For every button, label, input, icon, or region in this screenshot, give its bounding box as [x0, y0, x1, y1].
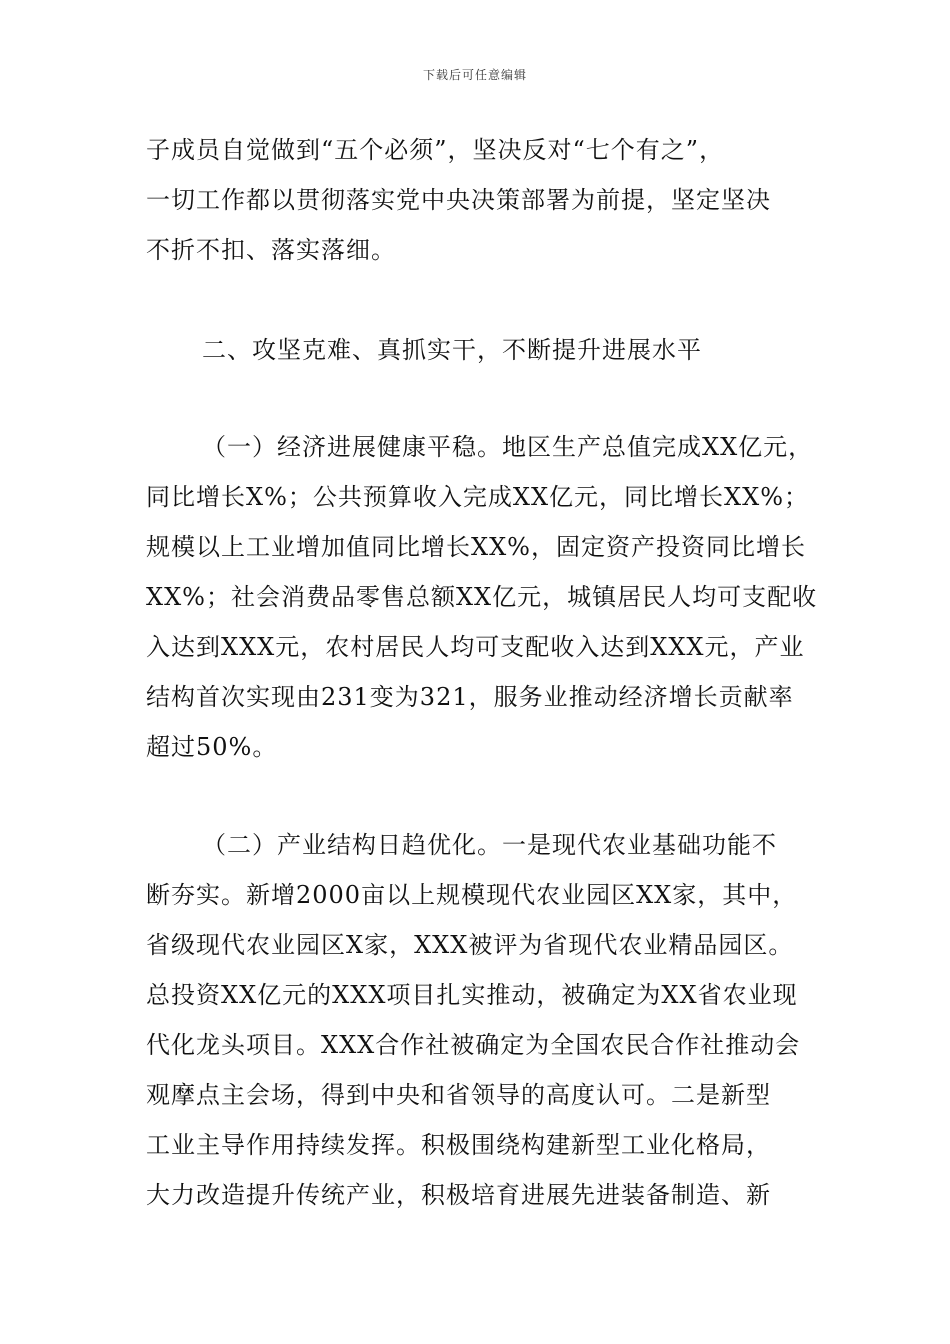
paragraph-line: 断夯实。新增2000亩以上规模现代农业园区XX家，其中， [146, 881, 798, 909]
paragraph-line: 同比增长X%；公共预算收入完成XX亿元，同比增长XX%； [146, 483, 810, 511]
paragraph-line: （二）产业结构日趋优化。一是现代农业基础功能不 [202, 831, 777, 859]
section-heading [146, 325, 818, 375]
paragraph-line: 不折不扣、落实落细。 [146, 236, 396, 264]
paragraph-line: 超过50%。 [146, 733, 278, 761]
paragraph-line: 入达到XXX元，农村居民人均可支配收入达到XXX元，产业 [146, 633, 805, 661]
paragraph-2 [146, 422, 818, 772]
paragraph-line: 规模以上工业增加值同比增长XX%，固定资产投资同比增长 [146, 533, 806, 561]
paragraph-line: 一切工作都以贯彻落实党中央决策部署为前提，坚定坚决 [146, 186, 771, 214]
paragraph-3 [146, 820, 818, 1220]
paragraph-line: XX%；社会消费品零售总额XX亿元，城镇居民人均可支配收 [146, 583, 818, 611]
paragraph-line: 子成员自觉做到“五个必须”，坚决反对“七个有之”， [146, 136, 725, 164]
paragraph-line: 工业主导作用持续发挥。积极围绕构建新型工业化格局， [146, 1131, 771, 1159]
paragraph-1 [146, 125, 818, 275]
paragraph-line: 总投资XX亿元的XXX项目扎实推动，被确定为XX省农业现 [146, 981, 798, 1009]
section-heading-text: 二、攻坚克难、真抓实干，不断提升进展水平 [202, 336, 702, 364]
paragraph-line: 结构首次实现由231变为321，服务业推动经济增长贡献率 [146, 683, 794, 711]
paragraph-line: （一）经济进展健康平稳。地区生产总值完成XX亿元， [202, 433, 814, 461]
paragraph-line: 代化龙头项目。XXX合作社被确定为全国农民合作社推动会 [146, 1031, 801, 1059]
paragraph-line: 省级现代农业园区X家，XXX被评为省现代农业精品园区。 [146, 931, 794, 959]
paragraph-line: 观摩点主会场，得到中央和省领导的高度认可。二是新型 [146, 1081, 771, 1109]
paragraph-line: 大力改造提升传统产业，积极培育进展先进装备制造、新 [146, 1181, 771, 1209]
page-header: 下载后可任意编辑 [422, 68, 527, 82]
